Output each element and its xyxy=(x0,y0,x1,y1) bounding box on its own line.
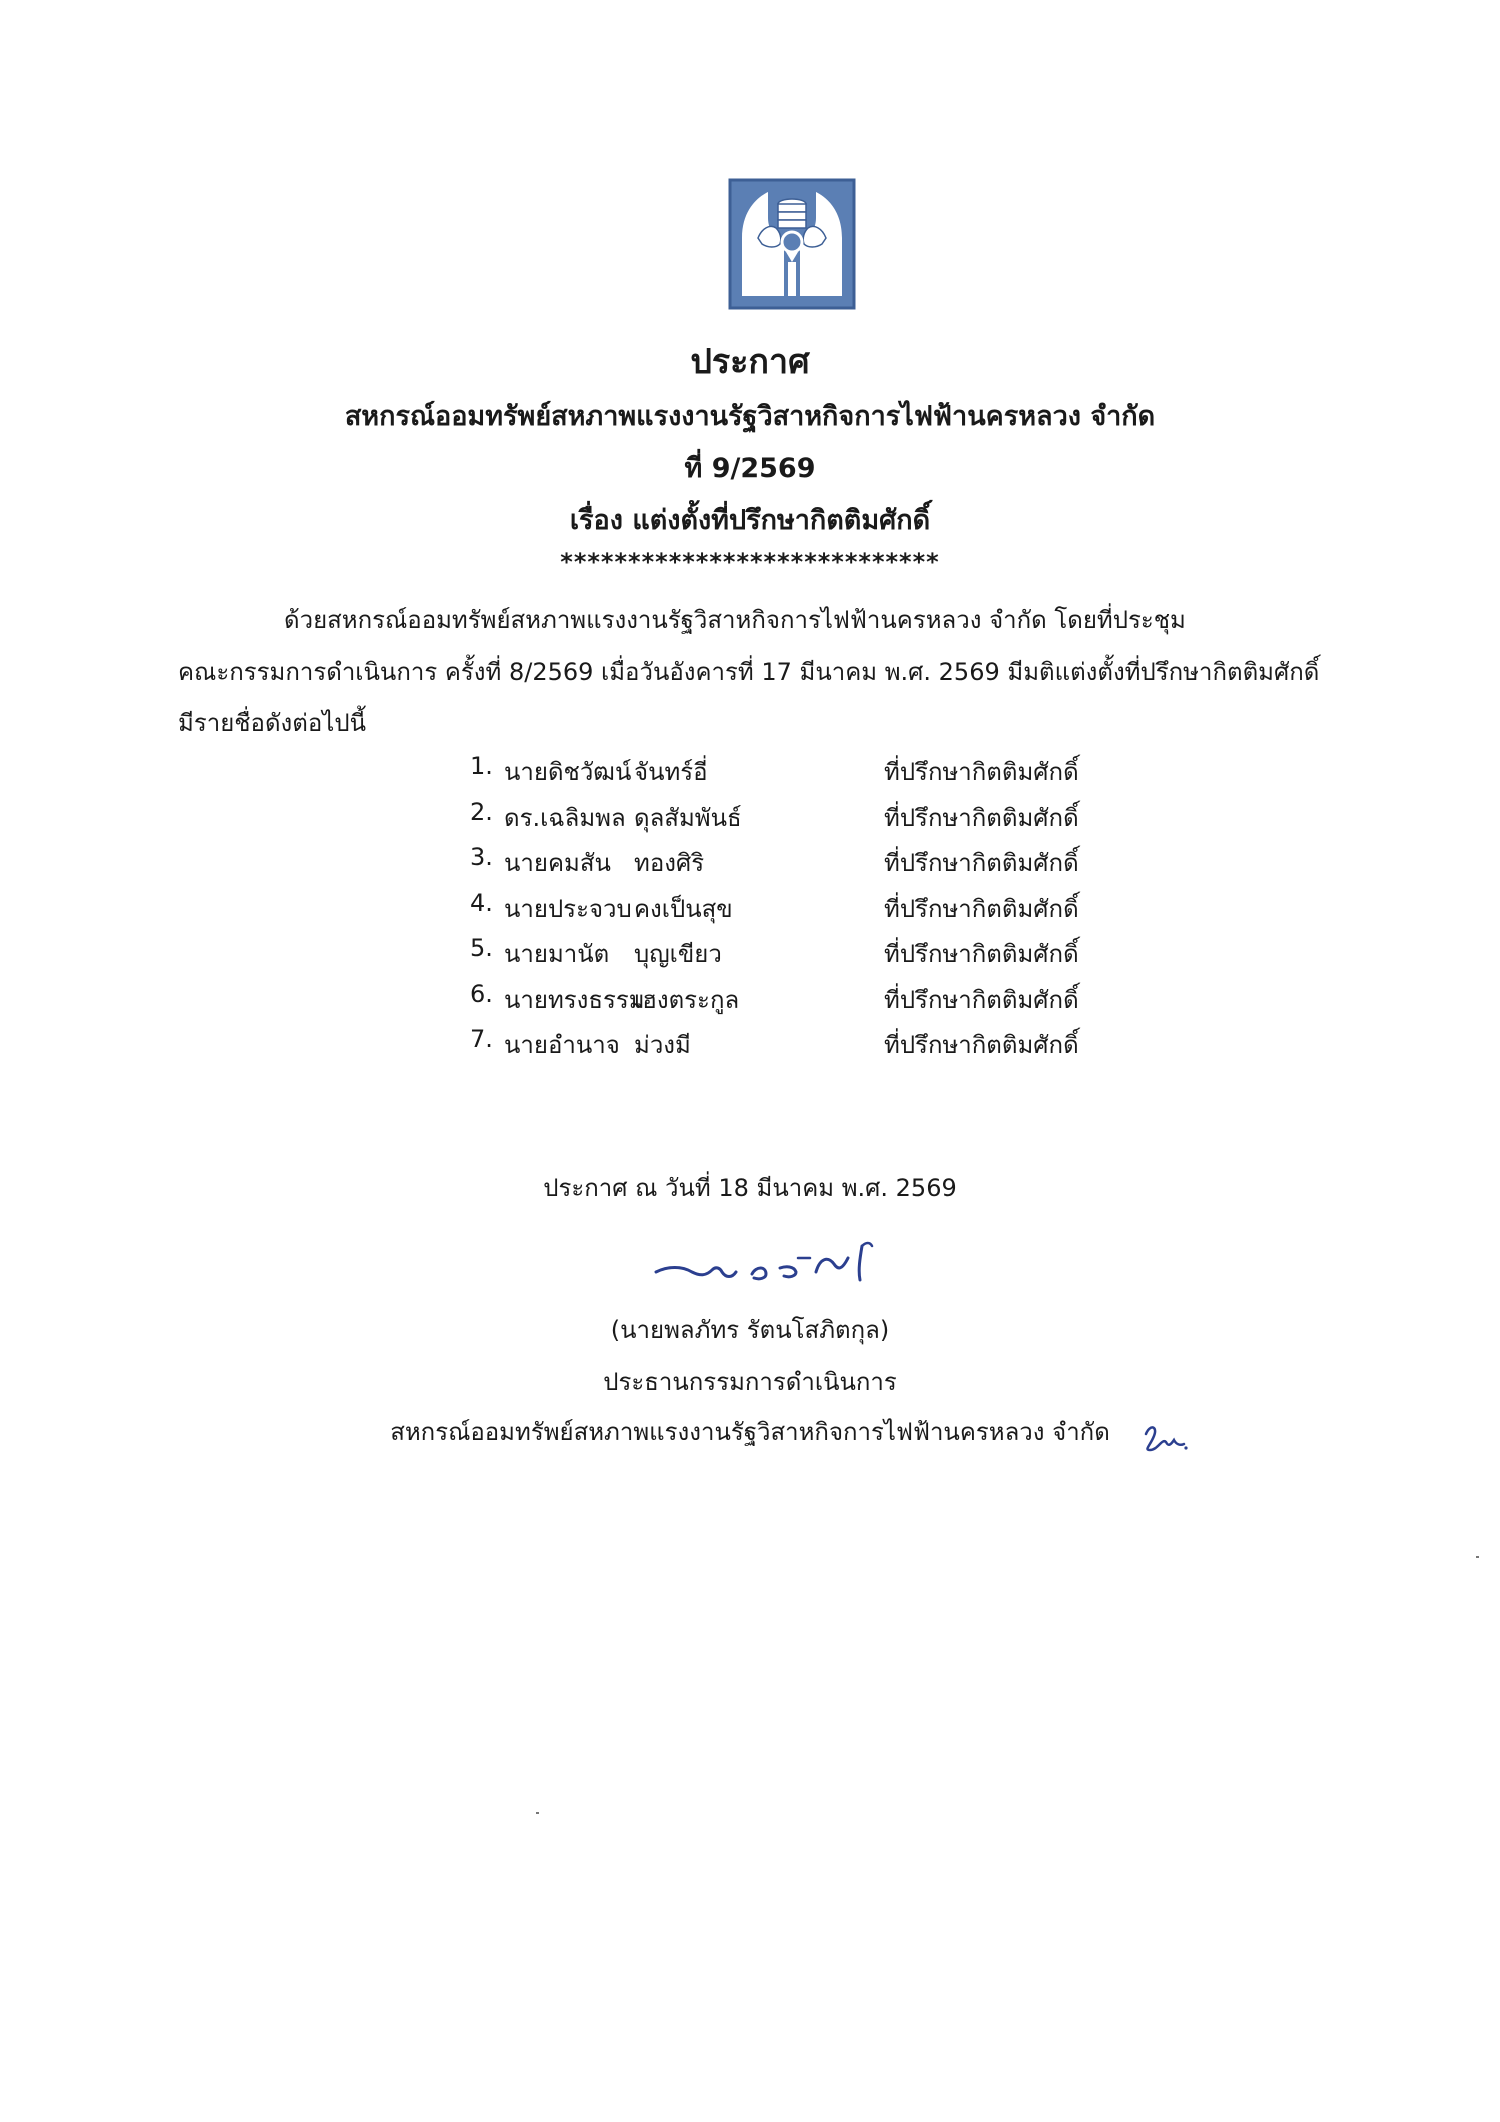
cooperative-logo xyxy=(728,178,856,310)
separator-line: **************************** xyxy=(560,548,940,576)
announcement-date: ประกาศ ณ วันที่ 18 มีนาคม พ.ศ. 2569 xyxy=(543,1174,957,1202)
item-last-name: บุญเขียว xyxy=(634,940,722,968)
list-item xyxy=(470,889,1190,935)
item-role: ที่ปรึกษากิตติมศักดิ์ xyxy=(884,849,1079,877)
item-role: ที่ปรึกษากิตติมศักดิ์ xyxy=(884,803,1079,832)
handwritten-signature xyxy=(648,1228,888,1298)
announcement-title: ประกาศ xyxy=(690,342,810,382)
item-last-name: ม่วงมี xyxy=(634,1031,691,1059)
announcement-subject: เรื่อง แต่งตั้งที่ปรึกษากิตติมศักดิ์ xyxy=(569,505,931,536)
item-number: 2. xyxy=(470,797,493,826)
announcement-number: ที่ 9/2569 xyxy=(684,453,816,484)
item-number: 7. xyxy=(470,1025,493,1053)
handwritten-initials xyxy=(1140,1416,1190,1456)
list-item xyxy=(470,752,1190,798)
scan-speck xyxy=(1476,1556,1479,1558)
item-first-name: ดร.เฉลิมพล xyxy=(504,803,626,832)
list-item xyxy=(470,980,1190,1026)
item-last-name: คงเป็นสุข xyxy=(634,894,733,923)
list-item xyxy=(470,798,1190,844)
item-first-name: นายทรงธรรม xyxy=(504,985,645,1014)
list-item xyxy=(470,934,1190,980)
item-role: ที่ปรึกษากิตติมศักดิ์ xyxy=(884,940,1079,968)
item-role: ที่ปรึกษากิตติมศักดิ์ xyxy=(884,894,1079,923)
item-last-name: จันทร์อี่ xyxy=(634,758,708,786)
item-first-name: นายมานัต xyxy=(504,940,610,968)
item-first-name: นายคมสัน xyxy=(504,849,611,877)
item-last-name: ดุลสัมพันธ์ xyxy=(634,803,742,832)
signer-title: ประธานกรรมการดำเนินการ xyxy=(603,1368,897,1396)
item-first-name: นายดิชวัฒน์ xyxy=(504,758,632,786)
item-number: 1. xyxy=(470,752,493,780)
body-line-1: ด้วยสหกรณ์ออมทรัพย์สหภาพแรงงานรัฐวิสาหกิจการไฟฟ้านครหลวง จำกัด โดยที่ประชุม xyxy=(284,606,1186,634)
appointee-list xyxy=(470,752,1190,1071)
signer-organization: สหกรณ์ออมทรัพย์สหภาพแรงงานรัฐวิสาหกิจการไฟฟ้านครหลวง จำกัด xyxy=(390,1418,1110,1446)
item-number: 4. xyxy=(470,888,493,917)
item-role: ที่ปรึกษากิตติมศักดิ์ xyxy=(884,985,1079,1014)
item-first-name: นายอำนาจ xyxy=(504,1031,620,1059)
item-role: ที่ปรึกษากิตติมศักดิ์ xyxy=(884,758,1079,786)
body-line-2: คณะกรรมการดำเนินการ ครั้งที่ 8/2569 เมื่อวันอังคารที่ 17 มีนาคม พ.ศ. 2569 มีมติแต่งตั้งที่ปรึกษากิตติมศักดิ์ xyxy=(178,658,1320,686)
organization-name: สหกรณ์ออมทรัพย์สหภาพแรงงานรัฐวิสาหกิจการไฟฟ้านครหลวง จำกัด xyxy=(344,401,1156,432)
item-last-name: ทองศิริ xyxy=(634,849,705,877)
list-item xyxy=(470,1025,1190,1071)
item-first-name: นายประจวบ xyxy=(504,894,632,923)
item-role: ที่ปรึกษากิตติมศักดิ์ xyxy=(884,1031,1079,1059)
scan-speck xyxy=(536,1812,539,1814)
signer-name: (นายพลภัทร รัตนโสภิตกุล) xyxy=(610,1316,890,1344)
item-number: 3. xyxy=(470,843,493,871)
body-line-3: มีรายชื่อดังต่อไปนี้ xyxy=(178,709,366,737)
list-item xyxy=(470,843,1190,889)
item-number: 5. xyxy=(470,934,493,962)
item-last-name: เฮงตระกูล xyxy=(634,985,740,1014)
item-number: 6. xyxy=(470,979,493,1008)
